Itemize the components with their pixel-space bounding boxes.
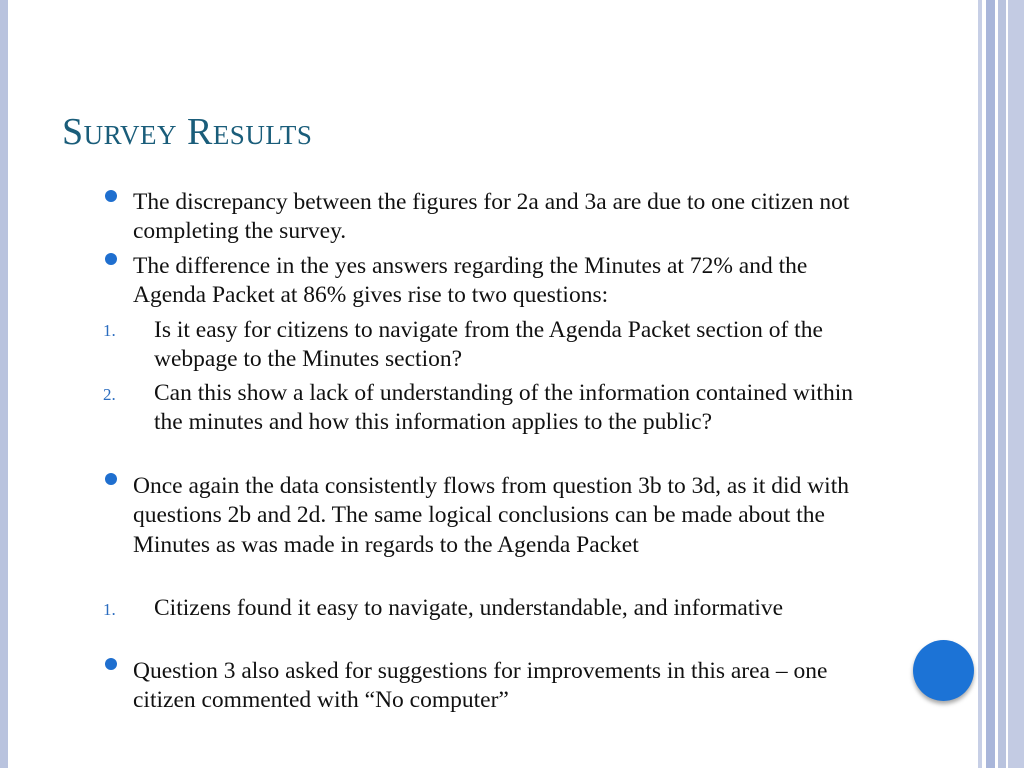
list-item-text: Question 3 also asked for suggestions for improvements in this area – one citizen commented with “No computer” — [133, 658, 828, 714]
bullet-marker — [105, 658, 117, 670]
bullet-marker — [105, 473, 117, 485]
bullet-marker — [105, 253, 117, 265]
slide-navigation-button[interactable] — [913, 640, 974, 701]
number-marker: 1. — [103, 600, 116, 619]
bullet-marker — [105, 190, 117, 202]
slide-title: Survey Results — [62, 111, 313, 153]
number-marker: 2. — [103, 385, 116, 404]
list-item-text: Once again the data consistently flows from question 3b to 3d, as it did with questions 2b and 2d. The same logical conclusions can be made about the Minutes as was made in regards to the Agenda Packet — [133, 473, 849, 558]
list-item-text: Is it easy for citizens to navigate from the Agenda Packet section of the webpage to the Minutes section? — [154, 317, 823, 373]
list-item-text: Citizens found it easy to navigate, understandable, and informative — [154, 595, 784, 621]
list-item-text: Can this show a lack of understanding of the information contained within the minutes and how this information applies to the public? — [154, 380, 853, 436]
list-item-text: The difference in the yes answers regarding the Minutes at 72% and the Agenda Packet at 86% gives rise to two questions: — [133, 253, 808, 309]
number-marker: 1. — [103, 321, 116, 340]
list-item-text: The discrepancy between the figures for 2a and 3a are due to one citizen not completing the survey. — [133, 189, 850, 245]
